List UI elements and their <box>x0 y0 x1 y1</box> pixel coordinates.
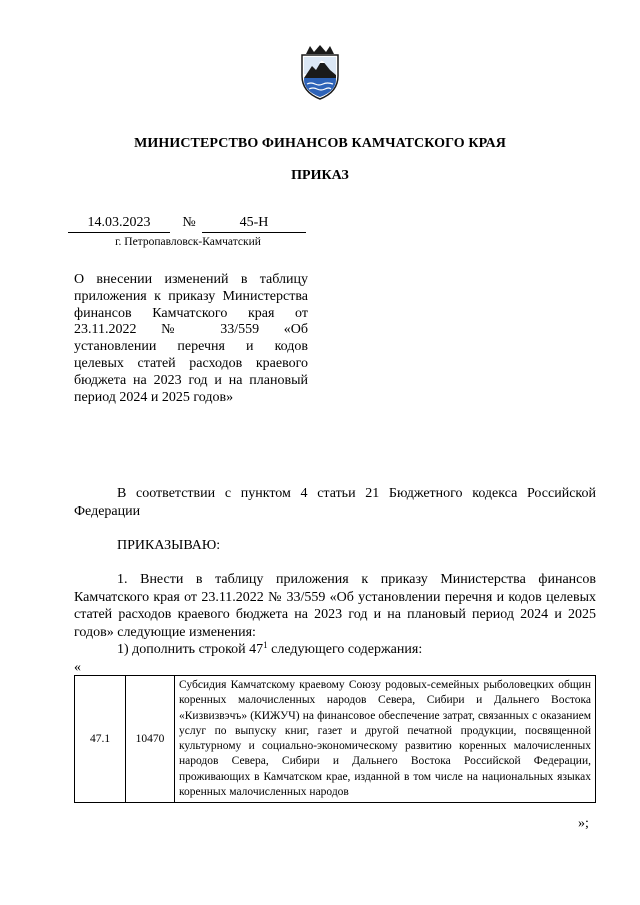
date-number-row <box>68 215 308 235</box>
order-subject: О внесении изменений в таблицу приложения к приказу Министерства финансов Камчатского края от 23.11.2022 № 33/559 «Об установлении перечня и кодов целевых статей расходов краевого бюджета на 2023 год и на плановый период 2024 и 2025 годов» <box>74 272 308 405</box>
row-code-cell: 47.1 <box>75 676 126 803</box>
item-1-paragraph: 1. Внести в таблицу приложения к приказу Министерства финансов Камчатского края от 23.11.2022 № 33/559 «Об установлении перечня и кодов целевых статей расходов краевого бюджета на 2023 год и на плановый период 2024 и 2025 годов» следующие изменения: <box>74 572 596 640</box>
order-date: 14.03.2023 <box>68 215 170 233</box>
target-article-code-cell: 10470 <box>126 676 175 803</box>
row-superscript: 1 <box>263 640 268 650</box>
order-number: 45-Н <box>202 215 306 233</box>
order-directive: ПРИКАЗЫВАЮ: <box>117 538 221 553</box>
row-description-cell: Субсидия Камчатскому краевому Союзу родовых-семейных рыболовецких общин коренных малочисленных народов Севера, Сибири и Дальнего Востока «Кизвизвэчъ» (КИЖУЧ) на финансовое обеспечение затрат, связанных с оказанием услуг по выпуску книг, газет и другой печатной продукции, посвященной культурному и социально-экономическому развитию коренных малочисленных народов Севера, Сибири и Дальнего Востока Российской Федерации, проживающих в Камчатском крае, изданной в том числе на национальных языках коренных малочисленных народов <box>175 676 596 803</box>
opening-quote: « <box>74 660 81 675</box>
sub-item-text-end: следующего содержания: <box>267 642 423 657</box>
number-sign: № <box>182 215 196 230</box>
inserted-rows-table <box>74 675 596 803</box>
sub-item-text: 1) дополнить строкой 47 <box>117 642 264 657</box>
ministry-title: МИНИСТЕРСТВО ФИНАНСОВ КАМЧАТСКОГО КРАЯ <box>134 136 506 151</box>
document-type: ПРИКАЗ <box>291 168 349 183</box>
kamchatka-coat-of-arms-icon <box>298 44 342 100</box>
sub-item-1-paragraph <box>74 641 596 659</box>
closing-quote: »; <box>578 816 589 831</box>
issue-city: г. Петропавловск-Камчатский <box>115 236 261 248</box>
legal-basis-paragraph: В соответствии с пунктом 4 статьи 21 Бюджетного кодекса Российской Федерации <box>74 486 596 519</box>
table-row <box>75 676 596 803</box>
